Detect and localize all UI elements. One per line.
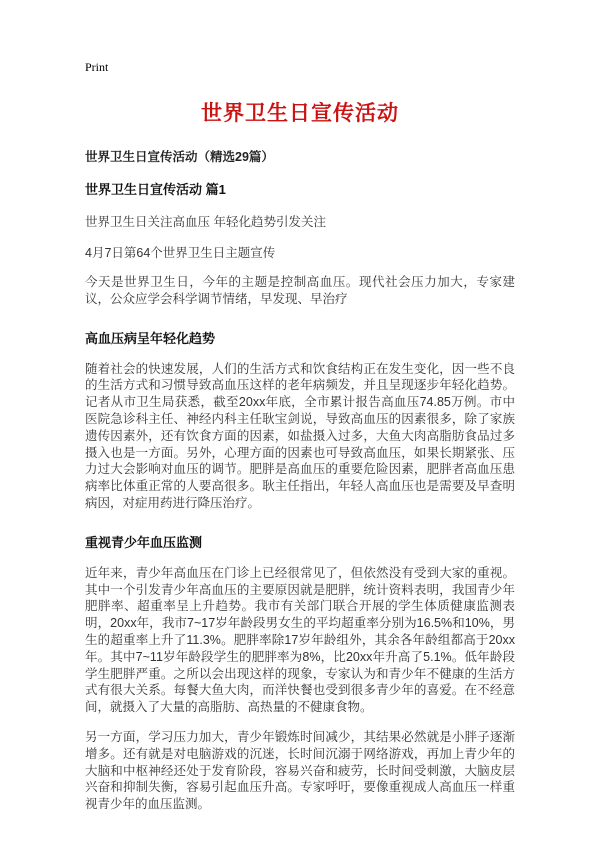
intro-paragraph: 今天是世界卫生日，今年的主题是控制高血压。现代社会压力加大，专家建议，公众应学会科学调节情绪，早发现、早治疗 [85, 275, 515, 306]
subtitle-line-2: 4月7日第64个世界卫生日主题宣传 [85, 246, 276, 260]
heading-youth-monitoring: 重视青少年血压监测 [85, 534, 203, 550]
page-title: 世界卫生日宣传活动 [201, 102, 399, 125]
print-button[interactable]: Print [85, 60, 109, 74]
heading-hypertension-trend: 高血压病呈年轻化趋势 [85, 330, 216, 346]
subtitle-line-1: 世界卫生日关注高血压 年轻化趋势引发关注 [85, 215, 326, 229]
paragraph-other-factors: 另一方面，学习压力加大，青少年锻炼时间减少，其结果必然就是小胖子逐渐增多。还有就是对电脑游戏的沉迷，长时间沉溺于网络游戏，再加上青少年的大脑和中枢神经还处于发育阶段，容易兴奋和疲劳，长时间受刺激，大脑皮层兴奋和抑制失衡，容易引起血压升高。专家呼吁，要像重视成人高血压一样重视青少年的血压监测。 [85, 729, 515, 812]
section-heading: 世界卫生日宣传活动 篇1 [85, 182, 226, 197]
collection-title: 世界卫生日宣传活动（精选29篇） [85, 150, 274, 164]
paragraph-youth: 近年来，青少年高血压在门诊上已经很常见了，但依然没有受到大家的重视。其中一个引发青少年高血压的主要原因就是肥胖，统计资料表明，我国青少年肥胖率、超重率呈上升趋势。我市有关部门联合开展的学生体质健康监测表明，20xx年，我市7~17岁年龄段男女生的平均超重率分别为16.5%和10%，男生的超重率上升了11.3%。肥胖率除17岁年龄组外，其余各年龄组都高于20xx年。其中7~11岁年龄段学生的肥胖率为8%，比20xx年升高了5.1%。低年龄段学生肥胖严重。之所以会出现这样的现象，专家认为和青少年不健康的生活方式有很大关系。每餐大鱼大肉，而洋快餐也受到很多青少年的喜爱。在不经意间，就摄入了大量的高脂肪、高热量的不健康食物。 [85, 565, 515, 715]
paragraph-hypertension: 随着社会的快速发展，人们的生活方式和饮食结构正在发生变化，因一些不良的生活方式和习惯导致高血压这样的老年病频发，并且呈现逐步年轻化趋势。记者从市卫生局获悉，截至20xx年底，全市累计报告高血压74.85万例。市中医院急诊科主任、神经内科主任耿宝剑说，导致高血压的因素很多，除了家族遗传因素外，还有饮食方面的因素，如盐摄入过多，大鱼大肉高脂肪食品过多摄入也是一方面。另外，心理方面的因素也可导致高血压，如果长期紧张、压力过大会影响对血压的调节。肥胖是高血压的重要危险因素，肥胖者高血压患病率比体重正常的人要高很多。耿主任指出，年轻人高血压也是需要及早查明病因，对症用药进行降压治疗。 [85, 361, 515, 510]
